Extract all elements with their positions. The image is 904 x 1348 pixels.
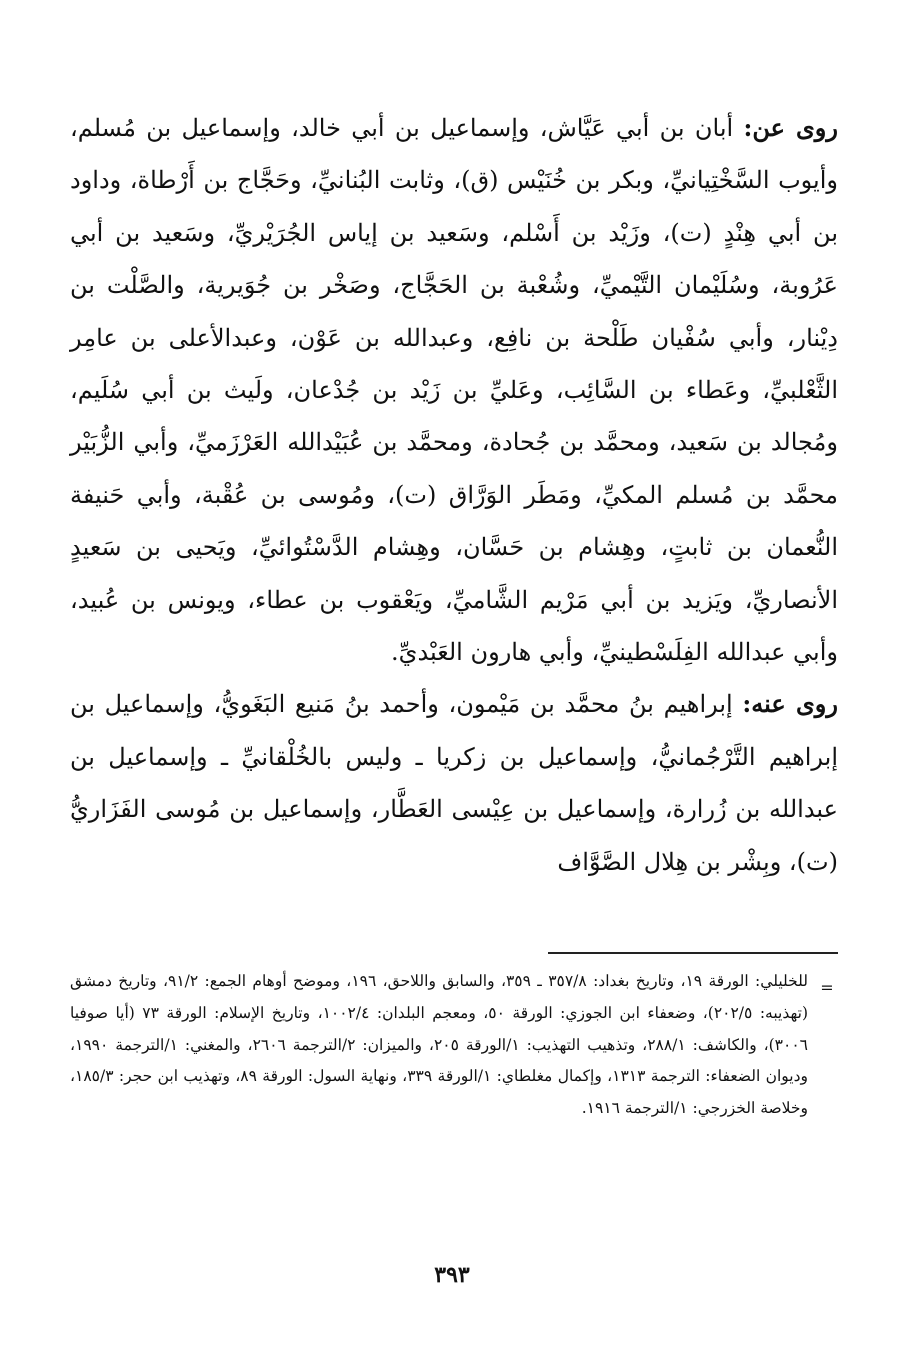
footnote — [70, 966, 808, 1125]
narrators-to-text: إبراهيم بنُ محمَّد بن مَيْمون، وأحمد بنُ مَنيع البَغَويُّ، وإسماعيل بن إبراهيم التَّرْجُمانيُّ، وإسماعيل بن زكريا ـ وليس بالخُلْقانيِّ ـ وإسماعيل بن عبدالله بن زُرارة، وإسماعيل بن عِيْسى العَطَّار، وإسماعيل بن مُوسى الفَزَاريُّ (ت)، وبِشْر بن هِلال الصَّوَّاف — [70, 690, 838, 876]
narrators-from-paragraph — [70, 102, 838, 678]
footnote-continuation-mark: = — [820, 978, 834, 997]
narrators-to-label: روى عنه: — [742, 689, 838, 719]
narrators-to-paragraph — [70, 678, 838, 888]
narrators-from-text: أبان بن أبي عَيَّاش، وإسماعيل بن أبي خالد، وإسماعيل بن مُسلم، وأيوب السَّخْتِيانيِّ، وبكر بن خُنَيْس (ق)، وثابت البُنانيِّ، وحَجَّاج بن أَرْطاة، وداود بن أبي هِنْدٍ (ت)، وزَيْد بن أَسْلم، وسَعيد بن إياس الجُرَيْريِّ، وسَعيد بن أبي عَرُوبة، وسُلَيْمان التَّيْميِّ، وشُعْبة بن الحَجَّاج، وصَخْر بن جُوَيرية، والصَّلْت بن دِيْنار، وأبي سُفْيان طَلْحة بن نافِع، وعبدالله بن عَوْن، وعبدالأعلى بن عامِر الثَّعْلبيِّ، وعَطاء بن السَّائِب، وعَليِّ بن زَيْد بن جُدْعان، ولَيث بن أبي سُلَيم، ومُجالد بن سَعيد، ومحمَّد بن جُحادة، ومحمَّد بن عُبَيْدالله العَرْزَميِّ، وأبي الزُّبَيْر محمَّد بن مُسلم المكيِّ، ومَطَر الوَرَّاق (ت)، ومُوسى بن عُقْبة، وأبي حَنيفة النُّعمان بن ثابتٍ، وهِشام بن حَسَّان، وهِشام الدَّسْتُوائيِّ، ويَحيى بن سَعيدٍ الأنصاريِّ، ويَزيد بن أبي مَرْيم الشَّاميِّ، ويَعْقوب بن عطاء، ويونس بن عُبيد، وأبي عبدالله الفِلَسْطينيِّ، وأبي هارون العَبْديِّ. — [70, 114, 839, 667]
main-text — [70, 102, 838, 888]
narrators-from-label: روى عن: — [743, 113, 838, 142]
footnote-separator — [548, 952, 838, 954]
page-number: ٣٩٣ — [434, 1262, 470, 1288]
footnote-text: للخليلي: الورقة ١٩، وتاريخ بغداد: ٣٥٧/٨ ـ ٣٥٩، والسابق واللاحق، ١٩٦، وموضح أوهام الجمع: ٩١/٢، وتاريخ دمشق (تهذيبه: ٢٠٢/٥)، وضعفاء ابن الجوزي: الورقة ٥٠، ومعجم البلدان: ١٠٠٢/٤، وتاريخ الإسلام: الورقة ٧٣ (أيا صوفيا ٣٠٠٦)، والكاشف: ٢٨٨/١، وتذهيب التهذيب: ١/الورقة ٢٠٥، والميزان: ٢/الترجمة ٢٦٠٦، والمغني: ١/الترجمة ١٩٩٠، وديوان الضعفاء: الترجمة ١٣١٣، وإكمال مغلطاي: ١/الورقة ٣٣٩، ونهاية السول: الورقة ٨٩، وتهذيب ابن حجر: ١٨٥/٣، وخلاصة الخزرجي: ١/الترجمة ١٩١٦. — [70, 972, 809, 1118]
